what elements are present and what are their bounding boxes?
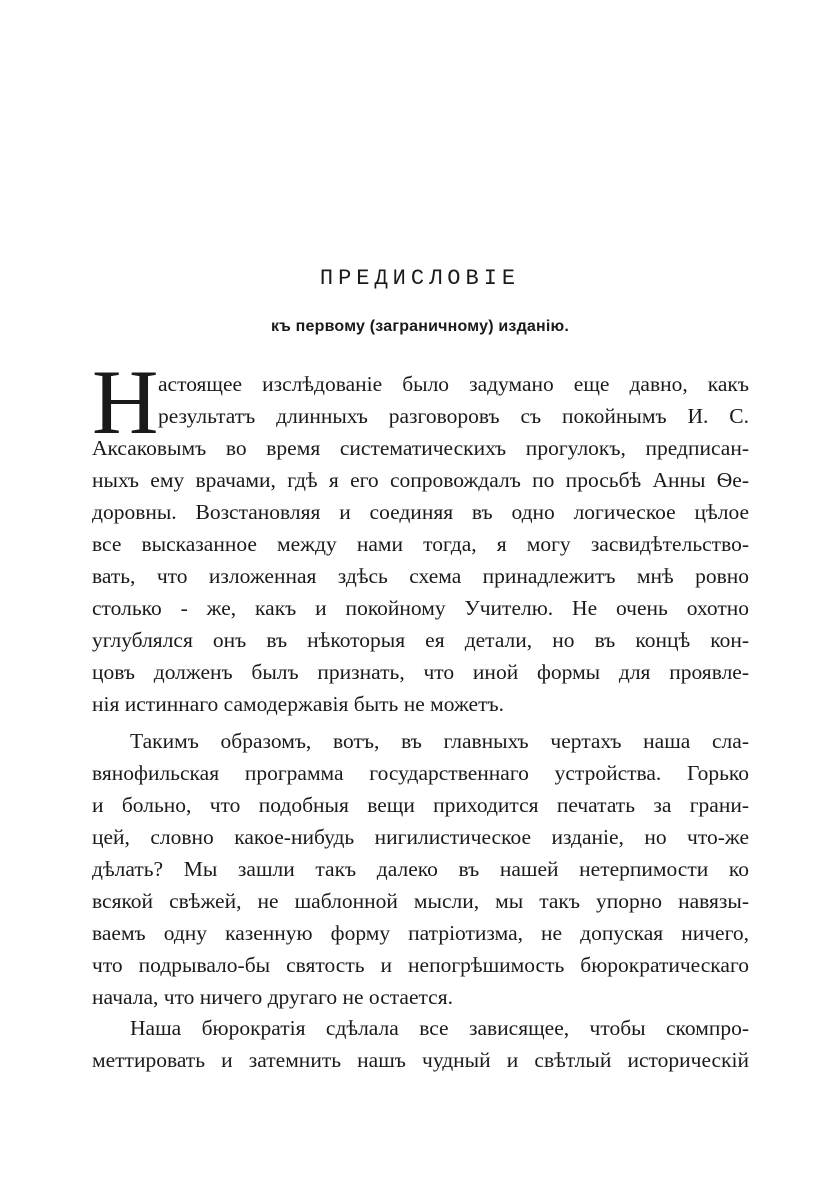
text-line: дѣлать? Мы зашли такъ далеко въ нашей нетерпимости ко: [92, 857, 749, 881]
text-line: Наша бюрократія сдѣлала все зависящее, чтобы скомпро-: [130, 1016, 749, 1040]
text-line: вать, что изложенная здѣсь схема принадлежитъ мнѣ ровно: [92, 564, 749, 588]
text-line: ваемъ одну казенную форму патріотизма, не допуская ничего,: [92, 921, 749, 945]
text-line: цовъ долженъ былъ признать, что иной формы для проявле-: [92, 660, 749, 684]
text-line: и больно, что подобныя вещи приходится печатать за грани-: [92, 793, 749, 817]
text-line: результатъ длинныхъ разговоровъ съ покойнымъ И. С.: [158, 404, 749, 428]
text-line: всякой свѣжей, не шаблонной мысли, мы такъ упорно навязы-: [92, 889, 749, 913]
text-line: углублялся онъ въ нѣкоторыя ея детали, но въ концѣ кон-: [92, 628, 749, 652]
text-line: цей, словно какое-нибудь нигилистическое изданіе, но что-же: [92, 825, 749, 849]
text-line: все высказанное между нами тогда, я могу засвидѣтельство-: [92, 532, 749, 556]
page-title: ПРЕДИСЛОВІЕ: [319, 266, 521, 291]
text-line: столько - же, какъ и покойному Учителю. Не очень охотно: [92, 596, 749, 620]
page-subtitle: къ первому (заграничному) изданію.: [270, 318, 570, 335]
text-line: нія истиннаго самодержавія быть не можетъ.: [92, 692, 504, 716]
text-line: что подрывало-бы святость и непогрѣшимость бюрократическаго: [92, 953, 749, 977]
text-line: вянофильская программа государственнаго устройства. Горько: [92, 761, 749, 785]
text-line: начала, что ничего другаго не остается.: [92, 985, 453, 1009]
text-line: Аксаковымъ во время систематическихъ прогулокъ, предписан-: [92, 436, 749, 460]
text-line: доровны. Возстановляя и соединяя въ одно логическое цѣлое: [92, 500, 749, 524]
drop-cap: Н: [92, 351, 159, 453]
text-line: астоящее изслѣдованіе было задумано еще давно, какъ: [158, 372, 749, 396]
text-line: ныхъ ему врачами, гдѣ я его сопровождалъ по просьбѣ Анны Ѳе-: [92, 468, 749, 492]
text-line: Такимъ образомъ, вотъ, въ главныхъ чертахъ наша сла-: [130, 729, 749, 753]
text-line: меттировать и затемнить нашъ чудный и свѣтлый историческій: [92, 1048, 749, 1072]
